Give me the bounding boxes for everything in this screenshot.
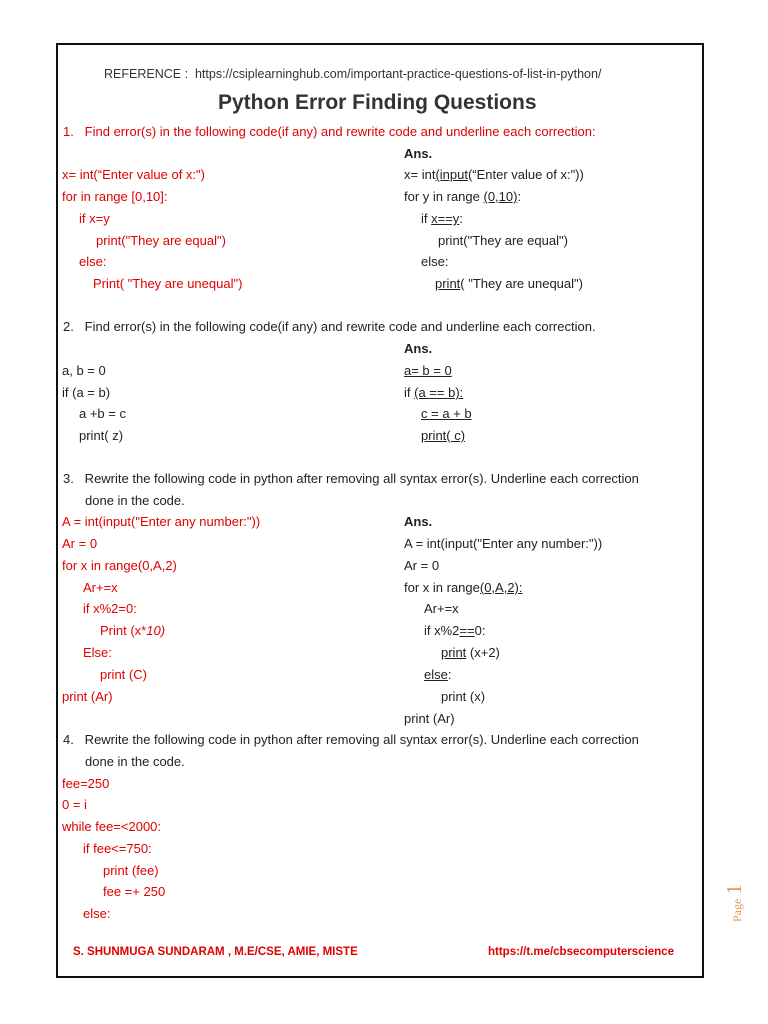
q3-code-line: Print (x*10) xyxy=(100,623,166,638)
q3-code-line: A = int(input("Enter any number:")) xyxy=(62,514,261,529)
q4-code-line: else: xyxy=(83,906,111,921)
q3-code-line: print (C) xyxy=(100,667,147,682)
q4-code-line: if fee<=750: xyxy=(83,841,152,856)
q3-code-line: if x%2=0: xyxy=(83,601,137,616)
q1-answer-line: else: xyxy=(421,254,449,269)
q3-answer-line: print (x+2) xyxy=(441,645,500,660)
q2-code-line: print( z) xyxy=(79,428,124,443)
q3-answer-line: Ar = 0 xyxy=(404,558,440,573)
q4-prompt: 4. Rewrite the following code in python after removing all syntax error(s). Underline each correction xyxy=(63,732,639,747)
q3-answer-line: print (x) xyxy=(441,689,486,704)
q2-answer-line: print( c) xyxy=(421,428,466,443)
q1-code-line: x= int(“Enter value of x:") xyxy=(62,167,205,182)
reference-line: REFERENCE : https://csiplearninghub.com/important-practice-questions-of-list-in-python/ xyxy=(104,67,602,81)
page-number: 1 xyxy=(722,884,746,895)
q1-answer-line: if x==y: xyxy=(421,211,463,226)
q3-answer-line: print (Ar) xyxy=(404,711,455,726)
q3-code-line: Else: xyxy=(83,645,112,660)
q3-answer-line: if x%2==0: xyxy=(424,623,486,638)
q3-prompt: 3. Rewrite the following code in python after removing all syntax error(s). Underline each correction xyxy=(63,471,639,486)
q4-code-line: print (fee) xyxy=(103,863,159,878)
page-number-marker xyxy=(722,874,746,922)
q3-code-line: for x in range(0,A,2) xyxy=(62,558,177,573)
q4-code-line: fee=250 xyxy=(62,776,110,791)
q1-code-line: print("They are equal") xyxy=(96,233,226,248)
q3-code-line: Ar+=x xyxy=(83,580,118,595)
q1-answer-line: print( "They are unequal") xyxy=(435,276,583,291)
q1-answer-line: for y in range (0,10): xyxy=(404,189,522,204)
q1-code-line: if x=y xyxy=(79,211,110,226)
q2-answer-line: a= b = 0 xyxy=(404,363,452,378)
q1-ans-label: Ans. xyxy=(404,146,433,161)
q4-prompt-continued: done in the code. xyxy=(85,754,185,769)
q3-code-line: print (Ar) xyxy=(62,689,113,704)
q3-ans-label: Ans. xyxy=(404,514,433,529)
q4-code-line: 0 = i xyxy=(62,797,87,812)
q3-answer-line: A = int(input("Enter any number:")) xyxy=(404,536,603,551)
q3-code-line: Ar = 0 xyxy=(62,536,98,551)
footer-link[interactable]: https://t.me/cbsecomputerscience xyxy=(488,946,674,958)
q1-code-line: Print( "They are unequal") xyxy=(93,276,243,291)
q1-code-line: for in range [0,10]: xyxy=(62,189,168,204)
q2-ans-label: Ans. xyxy=(404,341,433,356)
q2-code-line: a, b = 0 xyxy=(62,363,106,378)
q2-code-line: a +b = c xyxy=(79,406,126,421)
q4-code-line: fee =+ 250 xyxy=(103,884,166,899)
q2-code-line: if (a = b) xyxy=(62,385,111,400)
page-frame xyxy=(56,43,704,978)
q2-answer-line: if (a == b): xyxy=(404,385,464,400)
page-word: Page xyxy=(730,898,744,922)
q4-code-line: while fee=<2000: xyxy=(62,819,162,834)
page-title: Python Error Finding Questions xyxy=(218,91,537,114)
q2-prompt: 2. Find error(s) in the following code(if any) and rewrite code and underline each correction. xyxy=(63,319,596,334)
footer-author: S. SHUNMUGA SUNDARAM , M.E/CSE, AMIE, MISTE xyxy=(73,946,358,958)
q1-answer-line: print("They are equal") xyxy=(438,233,568,248)
q1-code-line: else: xyxy=(79,254,107,269)
q1-answer-line: x= int(input(“Enter value of x:")) xyxy=(404,167,584,182)
q3-prompt-continued: done in the code. xyxy=(85,493,185,508)
q1-prompt: 1. Find error(s) in the following code(if any) and rewrite code and underline each correction: xyxy=(63,124,596,139)
q3-answer-line: Ar+=x xyxy=(424,601,459,616)
q3-answer-line: else: xyxy=(424,667,452,682)
q3-answer-line: for x in range(0,A,2): xyxy=(404,580,523,595)
q2-answer-line: c = a + b xyxy=(421,406,472,421)
